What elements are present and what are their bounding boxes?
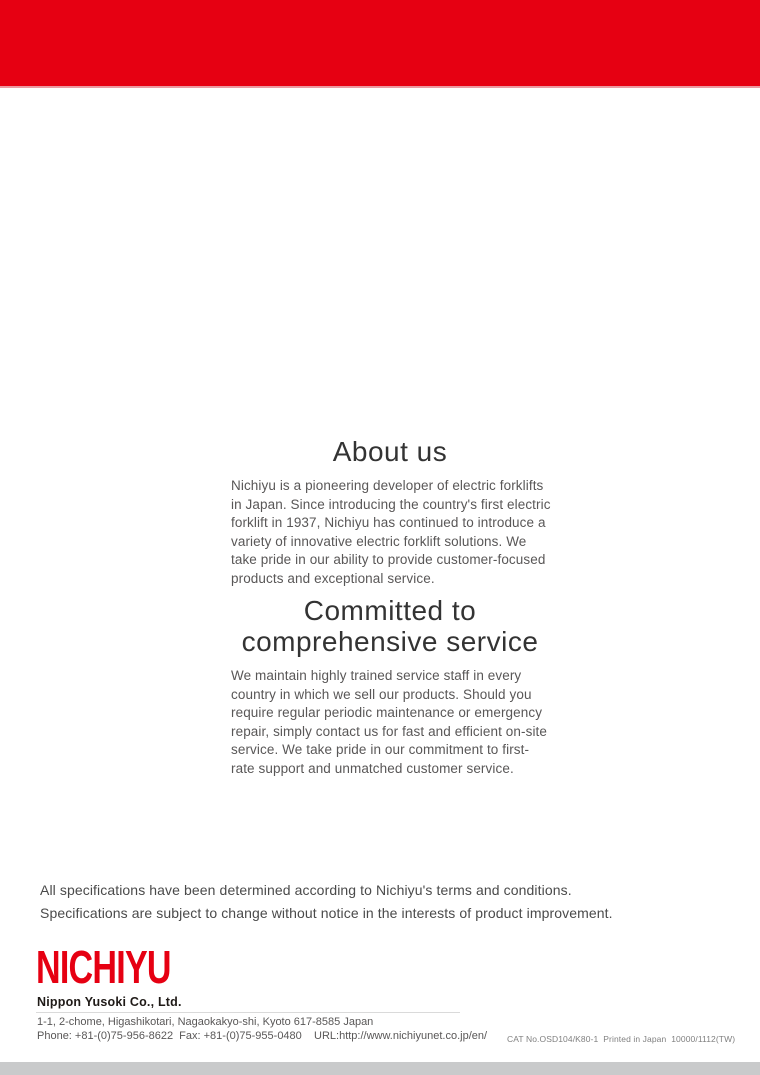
disclaimer-line2: Specifications are subject to change without notice in the interests of product improvement. [40, 905, 613, 921]
company-name: Nippon Yusoki Co., Ltd. [37, 995, 182, 1009]
nichiyu-logo: NICHIYU [36, 941, 171, 993]
service-body: We maintain highly trained service staff in every country in which we sell our products. Should you require regular periodic maintenance or emergency repair, simply contact us for fast and efficient on-site service. We take pride in our commitment to first-rate support and unmatched customer service. [231, 668, 548, 776]
footer-divider [36, 1012, 460, 1013]
company-contact-line: Phone: +81-(0)75-956-8622 Fax: +81-(0)75-955-0480 URL:http://www.nichiyunet.co.jp/en/ [37, 1030, 488, 1042]
company-address: 1-1, 2-chome, Higashikotari, Nagaokakyo-shi, Kyoto 617-8585 Japan [37, 1016, 374, 1028]
about-body: Nichiyu is a pioneering developer of electric forklifts in Japan. Since introducing the country's first electric forklift in 1937, Nichiyu has continued to introduce a variety of innovative electric forklift solutions. We take pride in our ability to provide customer-focused products and exceptional service. [231, 478, 551, 586]
about-title: About us [332, 436, 448, 467]
top-red-banner [0, 0, 760, 88]
about-section [229, 436, 551, 588]
service-section [229, 595, 551, 778]
catalog-print-info: CAT No.OSD104/K80-1 Printed in Japan 10000/1112(TW) [507, 1034, 736, 1044]
service-title-line1: Committed to [303, 595, 477, 626]
disclaimer-line1: All specifications have been determined according to Nichiyu's terms and conditions. [40, 882, 572, 898]
service-title [229, 595, 551, 657]
specifications-disclaimer [40, 879, 690, 925]
service-title-line2: comprehensive service [241, 626, 539, 657]
bottom-gray-bar [0, 1062, 760, 1075]
